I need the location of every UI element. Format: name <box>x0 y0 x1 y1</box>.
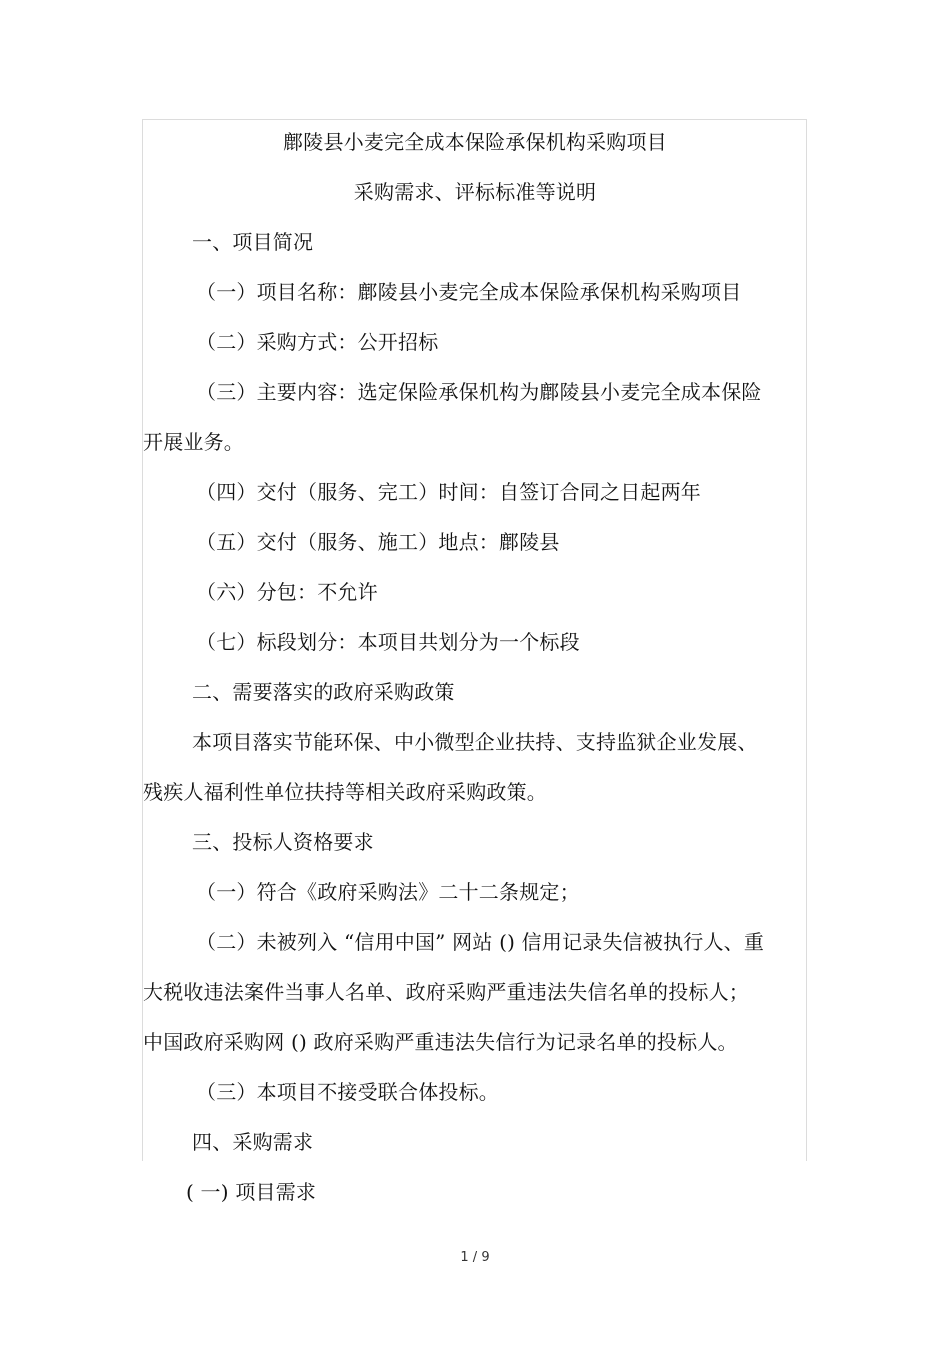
paragraph-line: 大税收违法案件当事人名单、政府采购严重违法失信名单的投标人； <box>143 980 749 1004</box>
paragraph-line: （四）交付（服务、完工）时间：自签订合同之日起两年 <box>196 480 701 504</box>
section-heading-3: 三、投标人资格要求 <box>192 830 374 854</box>
paragraph-line: （二）采购方式：公开招标 <box>196 330 439 354</box>
paragraph-line: （一）符合《政府采购法》二十二条规定； <box>196 880 580 904</box>
paragraph-line: （七）标段划分：本项目共划分为一个标段 <box>196 630 580 654</box>
paragraph-line: 开展业务。 <box>143 430 244 454</box>
section-heading-4: 四、采购需求 <box>192 1130 314 1154</box>
document-subtitle: 采购需求、评标标准等说明 <box>353 180 597 204</box>
sub-heading: ( 一) 项目需求 <box>186 1180 317 1204</box>
paragraph-line: 中国政府采购网 () 政府采购严重违法失信行为记录名单的投标人。 <box>143 1030 738 1054</box>
paragraph-line: （一）项目名称：鄜陵县小麦完全成本保险承保机构采购项目 <box>196 280 742 304</box>
document-title: 鄜陵县小麦完全成本保险承保机构采购项目 <box>283 130 667 154</box>
paragraph-line: 残疾人福利性单位扶持等相关政府采购政策。 <box>143 780 547 804</box>
paragraph-line: （二）未被列入 “信用中国” 网站 () 信用记录失信被执行人、重 <box>196 930 765 954</box>
section-heading-2: 二、需要落实的政府采购政策 <box>192 680 455 704</box>
page-indicator: 1 / 9 <box>460 1250 490 1265</box>
section-heading-1: 一、项目简况 <box>192 230 314 254</box>
paragraph-line: （五）交付（服务、施工）地点：鄜陵县 <box>196 530 560 554</box>
paragraph-line: （三）主要内容：选定保险承保机构为鄜陵县小麦完全成本保险 <box>196 380 762 404</box>
paragraph-line: （六）分包：不允许 <box>196 580 378 604</box>
paragraph-line: 本项目落实节能环保、中小微型企业扶持、支持监狱企业发展、 <box>192 730 758 754</box>
paragraph-line: （三）本项目不接受联合体投标。 <box>196 1080 499 1104</box>
